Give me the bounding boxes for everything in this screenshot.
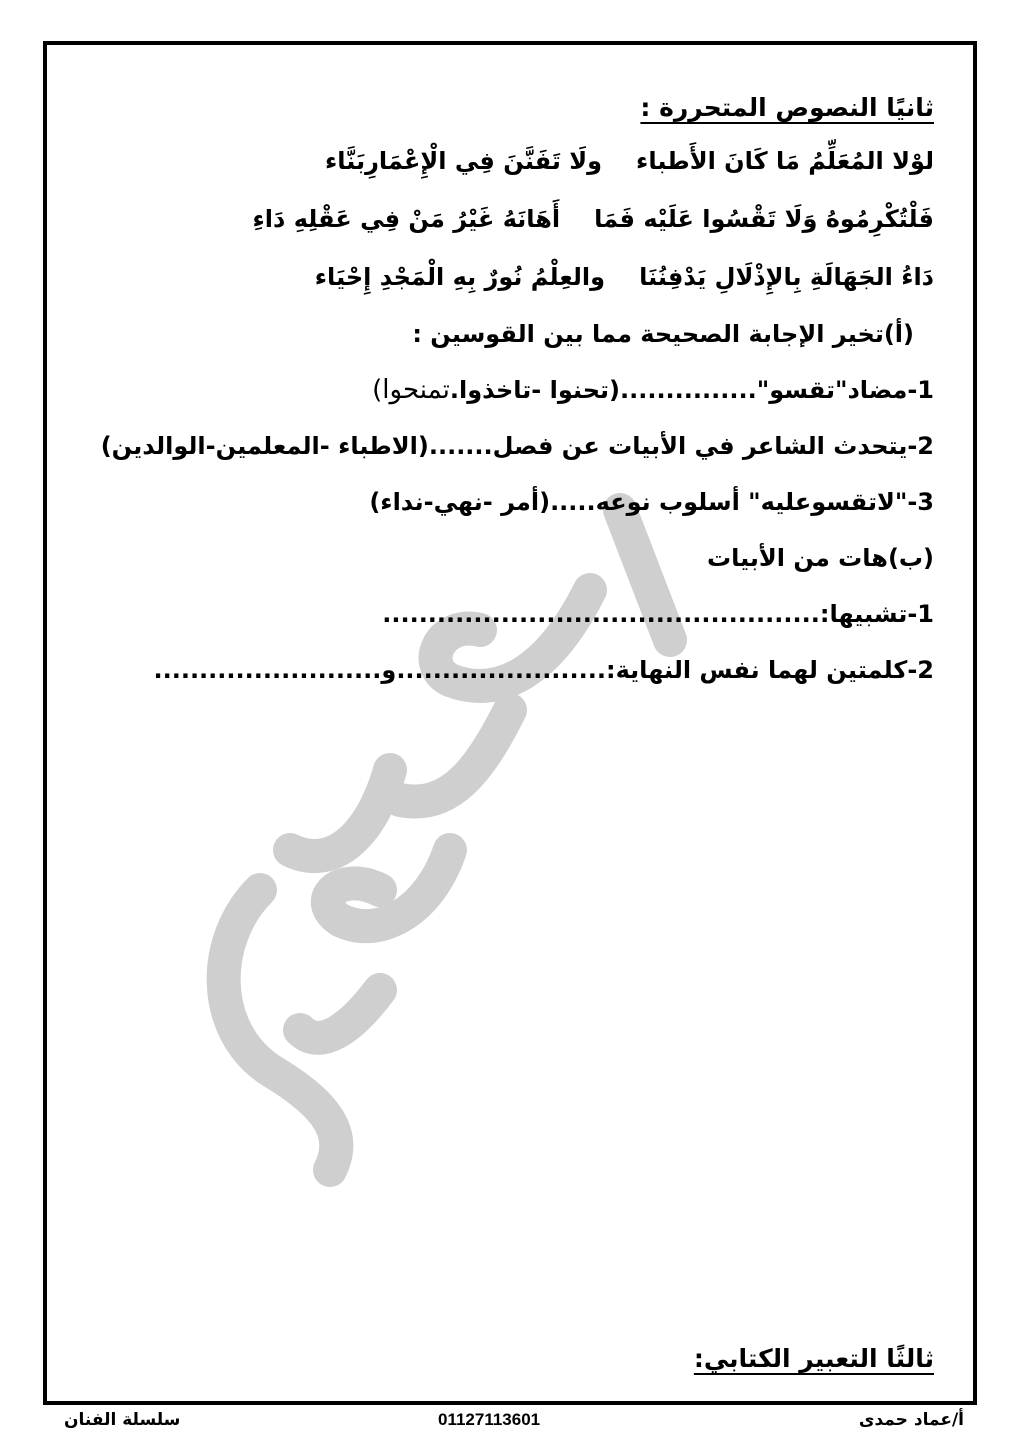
question-a2: 2-يتحدث الشاعر في الأبيات عن فصل.......(الاطباء -المعلمين-الوالدين) [100,432,934,460]
exercise-content [74,84,934,698]
verse-1-second: ولَا تَفَنَّنَ فِي الْإِعْمَارِبَنَّاء [325,147,603,175]
question-a1 [74,362,934,418]
verse-2-second: أَهَانَهُ غَيْرُ مَنْ فِي عَقْلِهِ دَاءِ [252,205,561,233]
question-a1-tail: تمنحوا) [372,375,450,405]
question-a3: 3-"لاتقسوعليه" أسلوب نوعه.....(أمر -نهي-نداء) [369,488,934,516]
footer-phone: 01127113601 [438,1410,541,1429]
verse-1-first: لوْلا المُعَلِّمُ مَا كَانَ الأَطباء [636,147,934,175]
footer-author: أ/عماد حمدى [858,1410,964,1430]
part-b-heading: (ب)هات من الأبيات [706,544,934,572]
verse-3 [74,248,934,306]
verse-1 [74,132,934,190]
question-a1-main: 1-مضاد"تقسو"...............(تحنوا -تاخذوا. [449,376,934,404]
next-section-title: ثالثًا التعبير الكتابي: [693,1344,934,1373]
part-a-heading: (أ)تخير الإجابة الصحيحة مما بين القوسين : [412,320,914,348]
section-title: ثانيًا النصوص المتحررة : [640,93,934,122]
question-b1: 1-تشبيها:................................................ [382,600,934,628]
watermark-label: أعمار حمدي [150,470,156,471]
verse-2 [74,190,934,248]
footer-series: سلسلة الفنان [64,1410,181,1430]
question-b2: 2-كلمتين لهما نفس النهاية:.......................و......................... [153,656,934,684]
verse-2-first: فَلْتُكْرِمُوهُ وَلَا تَقْسُوا عَلَيْه فَمَا [594,205,934,233]
verse-3-second: والعِلْمُ نُورٌ بِهِ الْمَجْدِ إِحْيَاء [314,263,606,291]
verse-3-first: دَاءُ الجَهَالَةِ بِالإِذْلَالِ يَدْفِنُنَا [639,263,934,291]
